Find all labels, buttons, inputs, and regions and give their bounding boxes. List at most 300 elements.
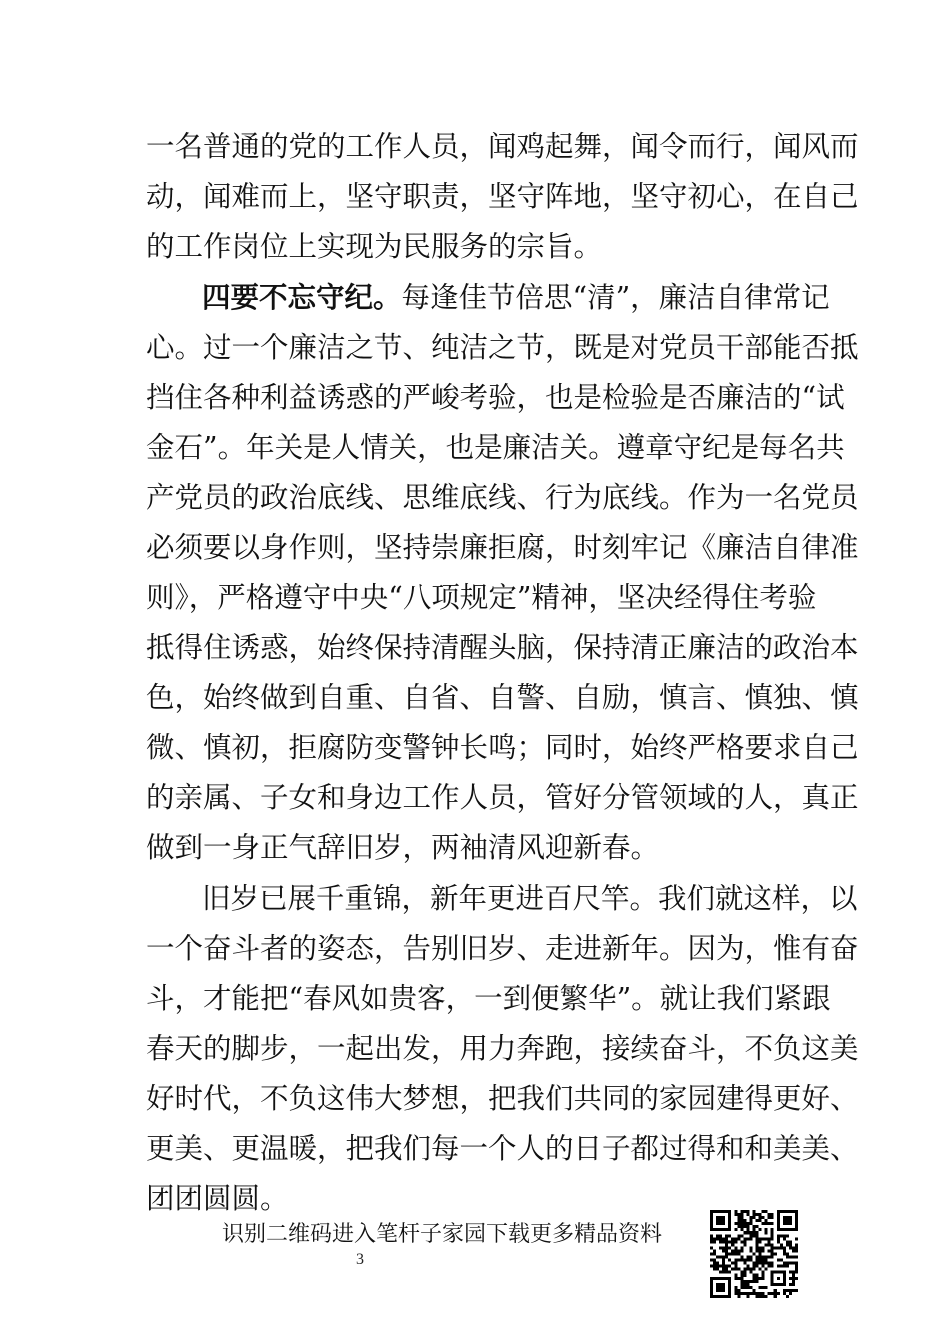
qr-module: [734, 1210, 737, 1213]
qr-module: [762, 1274, 765, 1277]
qr-module: [743, 1243, 746, 1246]
qr-module: [752, 1225, 755, 1228]
qr-module: [795, 1249, 798, 1252]
qr-module: [792, 1277, 795, 1280]
page-number: 3: [356, 1251, 364, 1268]
qr-module: [771, 1237, 774, 1240]
qr-module: [743, 1280, 746, 1283]
text-line: 春天的脚步，一起出发，用力奔跑，接续奋斗，不负这美: [146, 1032, 859, 1065]
qr-module: [740, 1277, 743, 1280]
qr-module: [743, 1286, 746, 1289]
qr-module: [780, 1265, 783, 1268]
qr-module: [737, 1292, 740, 1295]
qr-module: [759, 1262, 762, 1265]
qr-module: [737, 1277, 740, 1280]
qr-module: [768, 1222, 771, 1225]
qr-module: [719, 1265, 722, 1268]
qr-module: [795, 1265, 798, 1268]
qr-module: [786, 1289, 789, 1292]
qr-module: [774, 1246, 777, 1249]
qr-module: [713, 1240, 716, 1243]
qr-module: [740, 1246, 743, 1249]
paragraph-first-line: 旧岁已展千重锦，新年更进百尺竿。我们就这样，以: [202, 882, 858, 915]
qr-module: [759, 1249, 762, 1252]
qr-module: [749, 1219, 752, 1222]
qr-module: [795, 1289, 798, 1292]
qr-module: [722, 1271, 725, 1274]
qr-module: [756, 1274, 759, 1277]
qr-module: [759, 1286, 762, 1289]
qr-module: [734, 1262, 737, 1265]
qr-module: [749, 1292, 752, 1295]
qr-module: [752, 1216, 755, 1219]
qr-module: [722, 1240, 725, 1243]
qr-module: [789, 1271, 792, 1274]
qr-module: [789, 1277, 792, 1280]
qr-module: [710, 1265, 713, 1268]
qr-module: [728, 1259, 731, 1262]
qr-module: [743, 1262, 746, 1265]
qr-module: [716, 1262, 719, 1265]
qr-module: [771, 1256, 774, 1259]
qr-module: [749, 1246, 752, 1249]
qr-module: [768, 1216, 771, 1219]
qr-module: [752, 1274, 755, 1277]
qr-module: [725, 1265, 728, 1268]
qr-module: [768, 1265, 771, 1268]
text-line: 的工作岗位上实现为民服务的宗旨。: [146, 230, 603, 263]
qr-module: [777, 1240, 780, 1243]
qr-module: [759, 1237, 762, 1240]
qr-module: [795, 1237, 798, 1240]
qr-module: [728, 1240, 731, 1243]
qr-code-icon[interactable]: [710, 1210, 798, 1298]
qr-module: [710, 1259, 713, 1262]
qr-module: [795, 1268, 798, 1271]
qr-module: [740, 1286, 743, 1289]
qr-module: [759, 1295, 762, 1298]
qr-module: [756, 1246, 759, 1249]
qr-module: [768, 1249, 771, 1252]
qr-module: [780, 1246, 783, 1249]
qr-module: [771, 1222, 774, 1225]
qr-module: [725, 1234, 728, 1237]
qr-module: [762, 1210, 765, 1213]
qr-module: [728, 1252, 731, 1255]
qr-module: [731, 1249, 734, 1252]
qr-module: [749, 1271, 752, 1274]
qr-module: [780, 1234, 783, 1237]
qr-module: [759, 1213, 762, 1216]
qr-module: [743, 1268, 746, 1271]
qr-module: [762, 1256, 765, 1259]
qr-module: [756, 1280, 759, 1283]
qr-module: [731, 1243, 734, 1246]
qr-module: [789, 1243, 792, 1246]
qr-module: [737, 1234, 740, 1237]
qr-module: [771, 1246, 774, 1249]
qr-module: [716, 1234, 719, 1237]
qr-module: [768, 1237, 771, 1240]
qr-module: [786, 1240, 789, 1243]
qr-module: [713, 1252, 716, 1255]
qr-module: [716, 1256, 719, 1259]
text-line: 一名普通的党的工作人员，闻鸡起舞，闻令而行，闻风而: [146, 130, 859, 163]
qr-module: [786, 1252, 789, 1255]
qr-module: [731, 1252, 734, 1255]
qr-module: [795, 1262, 798, 1265]
qr-module: [786, 1265, 789, 1268]
qr-module: [749, 1256, 752, 1259]
qr-module: [792, 1246, 795, 1249]
qr-module: [749, 1231, 752, 1234]
qr-module: [756, 1243, 759, 1246]
qr-module: [743, 1210, 746, 1213]
qr-module: [777, 1265, 780, 1268]
qr-module: [740, 1228, 743, 1231]
qr-module: [795, 1277, 798, 1280]
qr-module: [789, 1292, 792, 1295]
qr-module: [759, 1277, 762, 1280]
qr-module: [795, 1256, 798, 1259]
qr-module: [792, 1271, 795, 1274]
qr-module: [771, 1228, 774, 1231]
qr-module: [768, 1213, 771, 1216]
qr-module: [710, 1234, 713, 1237]
qr-module: [716, 1265, 719, 1268]
qr-module: [725, 1256, 728, 1259]
qr-module: [752, 1292, 755, 1295]
qr-module: [710, 1240, 713, 1243]
qr-module: [743, 1283, 746, 1286]
qr-module: [756, 1234, 759, 1237]
text-line: 金石”。年关是人情关，也是廉洁关。遵章守纪是每名共: [146, 431, 845, 464]
qr-module: [740, 1219, 743, 1222]
qr-module: [734, 1268, 737, 1271]
qr-module: [746, 1210, 749, 1213]
text-line: 产党员的政治底线、思维底线、行为底线。作为一名党员: [146, 481, 859, 514]
qr-module: [740, 1213, 743, 1216]
qr-module: [756, 1265, 759, 1268]
qr-module: [719, 1234, 722, 1237]
qr-module: [713, 1268, 716, 1271]
qr-module: [740, 1292, 743, 1295]
qr-module: [756, 1231, 759, 1234]
qr-module: [725, 1268, 728, 1271]
qr-module: [746, 1256, 749, 1259]
qr-module: [740, 1240, 743, 1243]
qr-module: [759, 1240, 762, 1243]
qr-module: [725, 1249, 728, 1252]
qr-module: [762, 1277, 765, 1280]
qr-module: [756, 1219, 759, 1222]
qr-module: [737, 1295, 740, 1298]
qr-module: [756, 1249, 759, 1252]
qr-module: [722, 1249, 725, 1252]
qr-module: [765, 1219, 768, 1222]
qr-module: [734, 1286, 737, 1289]
qr-module: [762, 1249, 765, 1252]
qr-module: [756, 1295, 759, 1298]
qr-module: [765, 1268, 768, 1271]
qr-module: [746, 1292, 749, 1295]
qr-module: [762, 1246, 765, 1249]
qr-module: [786, 1256, 789, 1259]
qr-module: [752, 1262, 755, 1265]
qr-module: [740, 1222, 743, 1225]
qr-module: [752, 1213, 755, 1216]
text-line: 好时代，不负这伟大梦想，把我们共同的家园建得更好、: [146, 1082, 859, 1115]
qr-module: [752, 1268, 755, 1271]
qr-module: [756, 1237, 759, 1240]
qr-module: [777, 1246, 780, 1249]
qr-module: [713, 1265, 716, 1268]
qr-module: [771, 1216, 774, 1219]
qr-module: [795, 1243, 798, 1246]
qr-module: [792, 1280, 795, 1283]
qr-module: [728, 1234, 731, 1237]
qr-module: [722, 1256, 725, 1259]
qr-module: [759, 1259, 762, 1262]
qr-module: [734, 1240, 737, 1243]
qr-module: [752, 1280, 755, 1283]
qr-module: [740, 1234, 743, 1237]
qr-module: [765, 1222, 768, 1225]
text-line: 的亲属、子女和身边工作人员，管好分管领域的人，真正: [146, 781, 859, 814]
qr-module: [728, 1271, 731, 1274]
qr-module: [768, 1240, 771, 1243]
qr-module: [740, 1274, 743, 1277]
qr-module: [749, 1259, 752, 1262]
qr-module: [728, 1246, 731, 1249]
qr-module: [734, 1246, 737, 1249]
qr-module: [749, 1268, 752, 1271]
qr-module: [765, 1210, 768, 1213]
qr-module: [743, 1222, 746, 1225]
text-line: 团团圆圆。: [146, 1182, 289, 1215]
qr-module: [737, 1289, 740, 1292]
qr-module: [771, 1252, 774, 1255]
qr-module: [746, 1283, 749, 1286]
qr-module: [762, 1262, 765, 1265]
qr-module: [752, 1252, 755, 1255]
qr-module: [771, 1265, 774, 1268]
text-line: 一个奋斗者的姿态，告别旧岁、走进新年。因为，惟有奋: [146, 932, 859, 965]
qr-module: [752, 1289, 755, 1292]
qr-module: [792, 1249, 795, 1252]
qr-module: [743, 1231, 746, 1234]
qr-module: [746, 1222, 749, 1225]
qr-module: [722, 1237, 725, 1240]
qr-module: [743, 1219, 746, 1222]
qr-module: [789, 1262, 792, 1265]
qr-module: [762, 1237, 765, 1240]
qr-module: [737, 1252, 740, 1255]
qr-module: [722, 1262, 725, 1265]
qr-module: [713, 1249, 716, 1252]
qr-module: [759, 1228, 762, 1231]
qr-module: [792, 1283, 795, 1286]
qr-module: [743, 1240, 746, 1243]
text-line: 动，闻难而上，坚守职责，坚守阵地，坚守初心，在自己: [146, 180, 859, 213]
qr-module: [792, 1274, 795, 1277]
qr-module: [749, 1216, 752, 1219]
qr-module: [734, 1213, 737, 1216]
qr-module: [771, 1213, 774, 1216]
text-line: 挡住各种利益诱惑的严峻考验，也是检验是否廉洁的“试: [146, 381, 845, 414]
qr-module: [743, 1292, 746, 1295]
qr-module: [740, 1256, 743, 1259]
qr-module: [737, 1249, 740, 1252]
qr-module: [789, 1283, 792, 1286]
qr-module: [759, 1268, 762, 1271]
qr-module: [722, 1259, 725, 1262]
qr-module: [740, 1216, 743, 1219]
qr-module: [710, 1246, 713, 1249]
qr-module: [756, 1262, 759, 1265]
qr-module: [771, 1262, 774, 1265]
qr-module: [713, 1259, 716, 1262]
qr-module: [749, 1237, 752, 1240]
qr-module: [710, 1252, 713, 1255]
qr-module: [792, 1262, 795, 1265]
qr-module: [713, 1262, 716, 1265]
qr-module: [752, 1228, 755, 1231]
qr-module: [786, 1295, 789, 1298]
qr-module: [759, 1246, 762, 1249]
text-line: 心。过一个廉洁之节、纯洁之节，既是对党员干部能否抵: [146, 331, 859, 364]
qr-module: [725, 1237, 728, 1240]
qr-module: [765, 1228, 768, 1231]
qr-module: [789, 1289, 792, 1292]
qr-module: [746, 1259, 749, 1262]
qr-module: [762, 1292, 765, 1295]
qr-module: [734, 1259, 737, 1262]
qr-module: [780, 1243, 783, 1246]
qr-module: [728, 1265, 731, 1268]
qr-module: [737, 1213, 740, 1216]
qr-module: [722, 1246, 725, 1249]
qr-module: [731, 1240, 734, 1243]
qr-module: [737, 1259, 740, 1262]
qr-module: [765, 1286, 768, 1289]
qr-module: [749, 1249, 752, 1252]
qr-module: [743, 1225, 746, 1228]
qr-module: [786, 1234, 789, 1237]
qr-module: [731, 1262, 734, 1265]
qr-module: [734, 1265, 737, 1268]
qr-module: [759, 1219, 762, 1222]
qr-module: [743, 1259, 746, 1262]
qr-module: [743, 1271, 746, 1274]
qr-module: [722, 1268, 725, 1271]
qr-module: [759, 1292, 762, 1295]
qr-module: [774, 1252, 777, 1255]
qr-module: [765, 1243, 768, 1246]
text-line: 则》，严格遵守中央“八项规定”精神，坚决经得住考验: [146, 581, 817, 614]
qr-module: [783, 1292, 786, 1295]
qr-module: [749, 1280, 752, 1283]
qr-module: [746, 1295, 749, 1298]
text-line: 更美、更温暖，把我们每一个人的日子都过得和和美美、: [146, 1132, 859, 1165]
qr-module: [743, 1274, 746, 1277]
qr-module: [777, 1234, 780, 1237]
qr-module: [725, 1246, 728, 1249]
qr-module: [792, 1289, 795, 1292]
text-line: 必须要以身作则，坚持崇廉拒腐，时刻牢记《廉洁自律准: [146, 531, 859, 564]
qr-module: [734, 1274, 737, 1277]
qr-module: [765, 1237, 768, 1240]
qr-module: [759, 1216, 762, 1219]
qr-module: [752, 1234, 755, 1237]
qr-module: [752, 1277, 755, 1280]
qr-module: [795, 1271, 798, 1274]
qr-module: [743, 1237, 746, 1240]
qr-module: [734, 1228, 737, 1231]
qr-module: [789, 1256, 792, 1259]
qr-module: [768, 1262, 771, 1265]
qr-module: [771, 1231, 774, 1234]
qr-module: [768, 1256, 771, 1259]
qr-module: [762, 1271, 765, 1274]
text-line: 色，始终做到自重、自省、自警、自励，慎言、慎独、慎: [146, 681, 859, 714]
qr-module: [756, 1240, 759, 1243]
qr-module: [756, 1256, 759, 1259]
qr-module: [756, 1213, 759, 1216]
qr-module: [725, 1240, 728, 1243]
qr-module: [783, 1289, 786, 1292]
qr-module: [789, 1246, 792, 1249]
qr-module: [731, 1237, 734, 1240]
qr-module: [765, 1295, 768, 1298]
qr-module: [786, 1262, 789, 1265]
qr-module: [734, 1289, 737, 1292]
qr-module: [740, 1249, 743, 1252]
qr-module: [737, 1268, 740, 1271]
qr-module: [746, 1225, 749, 1228]
qr-module: [740, 1283, 743, 1286]
qr-module: [746, 1280, 749, 1283]
qr-module: [740, 1280, 743, 1283]
qr-module: [783, 1246, 786, 1249]
qr-module: [749, 1234, 752, 1237]
qr-module: [716, 1268, 719, 1271]
qr-module: [749, 1286, 752, 1289]
qr-module: [746, 1213, 749, 1216]
qr-module: [762, 1222, 765, 1225]
qr-module: [740, 1210, 743, 1213]
qr-module: [719, 1237, 722, 1240]
qr-module: [734, 1249, 737, 1252]
qr-module: [722, 1265, 725, 1268]
text-line: 斗，才能把“春风如贵客，一到便繁华”。就让我们紧跟: [146, 982, 831, 1015]
qr-module: [771, 1243, 774, 1246]
qr-module: [740, 1225, 743, 1228]
text-span: 每逢佳节倍思“清”，廉洁自律常记: [401, 281, 830, 314]
qr-module: [783, 1252, 786, 1255]
download-promo-text: 识别二维码进入笔杆子家园下载更多精品资料: [222, 1222, 663, 1247]
qr-module: [752, 1231, 755, 1234]
qr-module: [752, 1210, 755, 1213]
qr-module: [762, 1265, 765, 1268]
qr-module: [752, 1265, 755, 1268]
qr-module: [725, 1243, 728, 1246]
qr-module: [749, 1222, 752, 1225]
qr-module: [780, 1259, 783, 1262]
qr-module: [737, 1222, 740, 1225]
qr-module: [768, 1243, 771, 1246]
section-heading: 四要不忘守纪。: [202, 281, 402, 314]
